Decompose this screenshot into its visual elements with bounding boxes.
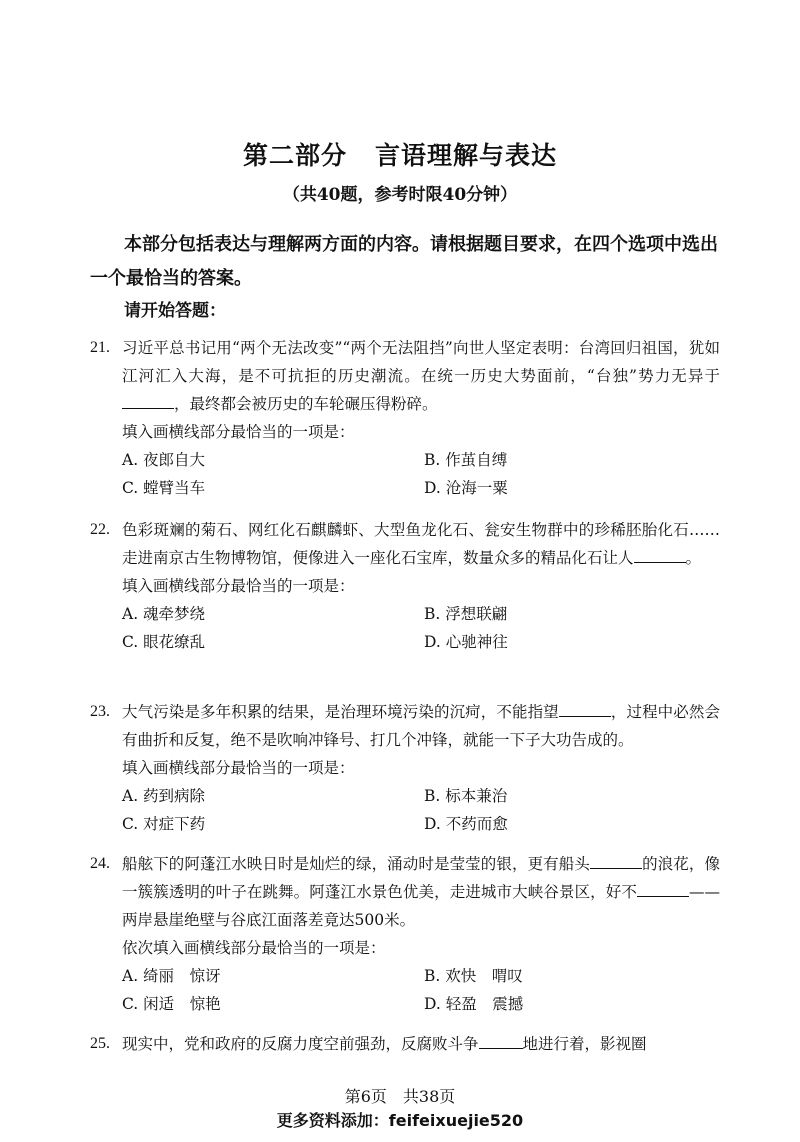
option-c: C. 眼花缭乱 [122,633,206,651]
question-number: 23. [90,703,110,720]
question-21 [90,334,720,502]
options-grid [122,962,720,1018]
question-22 [90,516,720,656]
question-stem-part: 习近平总书记用“两个无法改变”“两个无法阻挡”向世人坚定表明：台湾回归祖国，犹如江河汇入大海，是不可抗拒的历史潮流。在统一历史大势面前，“台独”势力无异于 [122,339,720,385]
question-stem-part: ，过程中必然会有曲折和反复，绝不是吹响冲锋号、打几个冲锋，就能一下子大功告成的。 [122,703,720,749]
options-grid [122,782,720,838]
question-25 [90,1030,720,1058]
question-text [122,1030,720,1058]
question-prompt: 依次填入画横线部分最恰当的一项是： [122,939,386,957]
section-title-part: 第二部分 [242,141,347,170]
option-c: C. 螳臂当车 [122,479,206,497]
question-number: 24. [90,855,110,872]
answer-blank [559,702,611,717]
section-subtitle: （共40题，参考时限40分钟） [282,185,518,205]
question-text [122,698,720,754]
option-c: C. 对症下药 [122,815,206,833]
question-stem-part: ——两岸悬崖绝壁与谷底江面落差竟达500米。 [122,883,720,929]
option-a: A. 药到病除 [122,787,206,805]
question-stem-part: 地进行着，影视圈 [522,1035,647,1053]
options-grid [122,446,720,502]
option-a: A. 夜郎自大 [122,451,206,469]
question-stem-part: 大气污染是多年积累的结果，是治理环境污染的沉疴，不能指望 [122,703,559,721]
question-stem-part: ，最终都会被历史的车轮碾压得粉碎。 [174,395,438,413]
option-d: D. 心驰神往 [424,633,508,651]
answer-blank [479,1034,523,1049]
question-stem-part: 的浪花，像一簇簇透明的叶子在跳舞。阿蓬江水景色优美，走进城市大峡谷景区，好不 [122,855,720,901]
question-text [122,516,720,572]
option-a: A. 绮丽 惊讶 [122,967,221,985]
question-prompt: 填入画横线部分最恰当的一项是： [122,423,355,441]
option-a: A. 魂牵梦绕 [122,605,206,623]
options-grid [122,600,720,656]
option-b: B. 欢快 喟叹 [424,967,523,985]
question-24 [90,850,720,1018]
question-stem-part: 现实中，党和政府的反腐力度空前强劲，反腐败斗争 [122,1035,479,1053]
option-c: C. 闲适 惊艳 [122,995,221,1013]
question-stem-part: 。 [685,549,702,567]
question-text [122,334,720,418]
option-b: B. 浮想联翩 [424,605,508,623]
section-intro: 本部分包括表达与理解两方面的内容。请根据题目要求，在四个选项中选出一个最恰当的答案。 [90,234,718,289]
start-prompt: 请开始答题： [124,301,226,321]
page-number: 第6页 共38页 [344,1087,456,1106]
option-d: D. 沧海一粟 [424,479,508,497]
option-b: B. 作茧自缚 [424,451,508,469]
question-23 [90,698,720,838]
question-prompt: 填入画横线部分最恰当的一项是： [122,577,355,595]
contact-note: 更多资料添加：feifeixuejie520 [276,1111,524,1130]
section-title-name: 言语理解与表达 [375,141,558,170]
option-d: D. 不药而愈 [424,815,508,833]
question-stem-part: 色彩斑斓的菊石、网红化石麒麟虾、大型鱼龙化石、瓮安生物群中的珍稀胚胎化石……走进南京古生物博物馆，便像进入一座化石宝库，数量众多的精品化石让人 [122,521,720,567]
answer-blank [590,854,642,869]
question-text [122,850,720,934]
answer-blank [634,548,686,563]
question-prompt: 填入画横线部分最恰当的一项是： [122,759,355,777]
section-title [0,136,800,172]
question-stem-part: 船舷下的阿蓬江水映日时是灿烂的绿，涌动时是莹莹的银，更有船头 [122,855,590,873]
question-number: 21. [90,339,110,356]
option-b: B. 标本兼治 [424,787,508,805]
question-number: 25. [90,1035,110,1052]
question-number: 22. [90,521,110,538]
answer-blank [122,394,174,409]
answer-blank [637,882,689,897]
option-d: D. 轻盈 震撼 [424,995,524,1013]
